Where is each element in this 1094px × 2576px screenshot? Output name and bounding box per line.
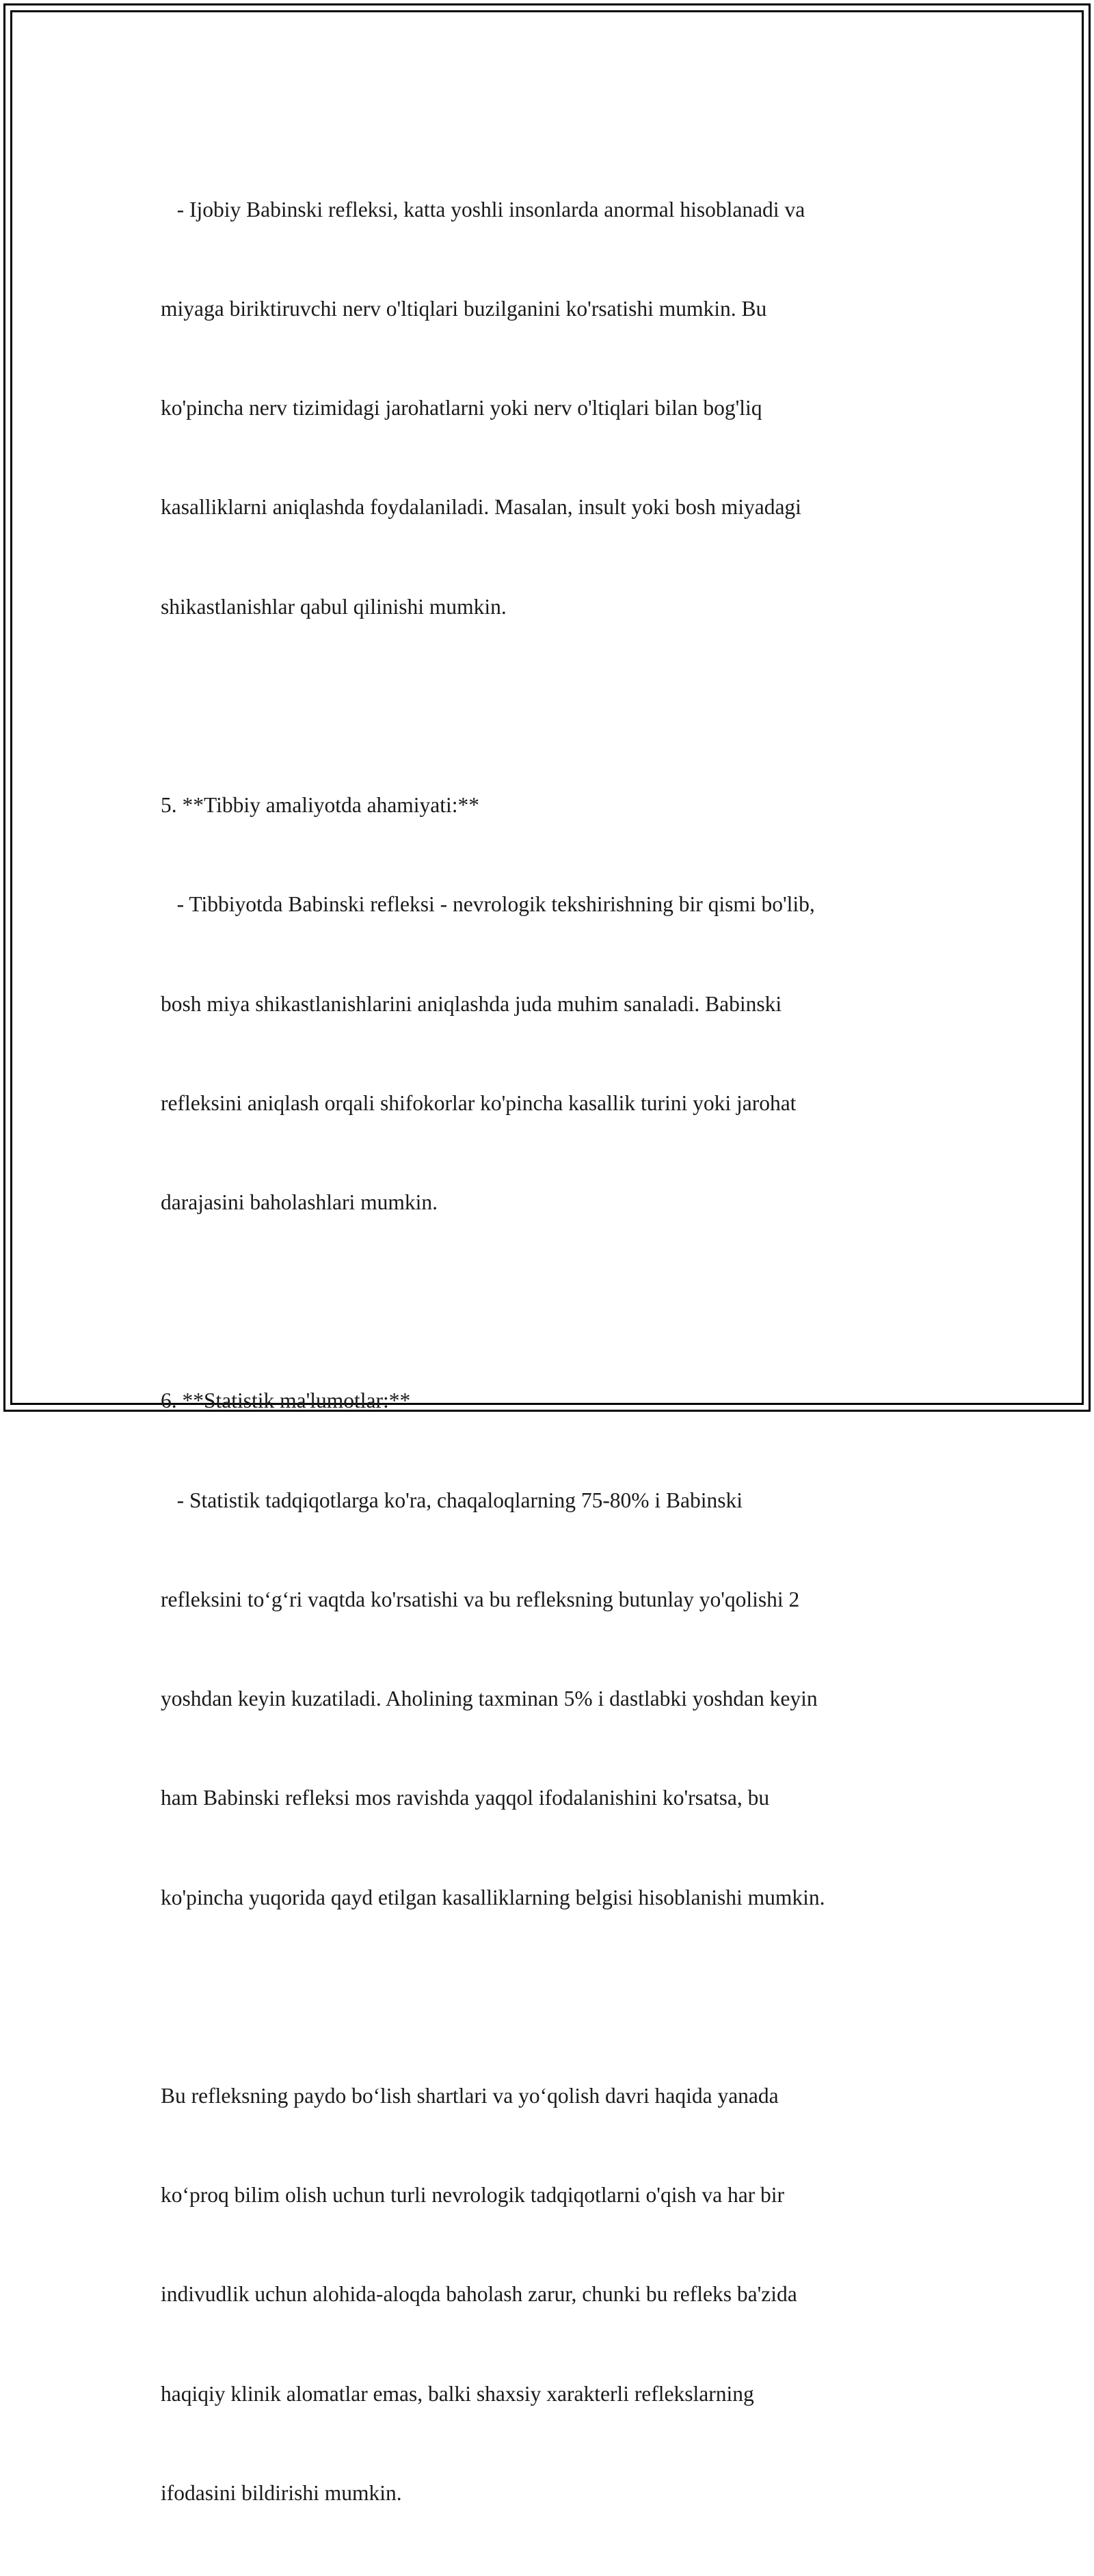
text-line: kasalliklarni aniqlashda foydalaniladi. Masalan, insult yoki bosh miyadagi: [161, 495, 801, 520]
text-line: ko‘proq bilim olish uchun turli nevrologik tadqiqotlarni o'qish va har bir: [161, 2183, 785, 2208]
text-line: refleksini aniqlash orqali shifokorlar ko'pincha kasallik turini yoki jarohat: [161, 1090, 797, 1115]
text-line: - Ijobiy Babinski refleksi, katta yoshli insonlarda anormal hisoblanadi va: [161, 197, 805, 222]
text-line: ko'pincha yuqorida qayd etilgan kasalliklarning belgisi hisoblanishi mumkin.: [161, 1885, 825, 1909]
paragraph-spacer: [161, 1285, 954, 1318]
text-line: shikastlanishlar qabul qilinishi mumkin.: [161, 594, 507, 619]
document-body: [161, 127, 954, 2576]
text-line: refleksini to‘g‘ri vaqtda ko'rsatishi va bu refleksning butunlay yo'qolishi 2: [161, 1587, 800, 1611]
section-heading: 6. **Statistik ma'lumotlar:**: [161, 1388, 411, 1413]
section-heading: 5. **Tibbiy amaliyotda ahamiyati:**: [161, 793, 480, 818]
text-line: haqiqiy klinik alomatlar emas, balki shaxsiy xarakterli reflekslarning: [161, 2381, 754, 2406]
text-line: indivudlik uchun alohida-aloqda baholash zarur, chunki bu refleks ba'zida: [161, 2282, 797, 2307]
text-line: ko'pincha nerv tizimidagi jarohatlarni yoki nerv o'ltiqlari bilan bog'liq: [161, 396, 762, 420]
text-line: ifodasini bildirishi mumkin.: [161, 2480, 402, 2505]
section-5-medical-practice: [161, 723, 954, 1285]
section-6-statistics: [161, 1319, 954, 1981]
paragraph-babinski-positive: [161, 127, 954, 690]
paragraph-conclusion: [161, 2013, 954, 2576]
paragraph-spacer: [161, 690, 954, 723]
text-line: - Statistik tadqiqotlarga ko'ra, chaqaloqlarning 75-80% i Babinski: [161, 1488, 743, 1512]
text-line: - Tibbiyotda Babinski refleksi - nevrologik tekshirishning bir qismi bo'lib,: [161, 892, 815, 917]
text-line: darajasini baholashlari mumkin.: [161, 1190, 438, 1214]
text-line: ham Babinski refleksi mos ravishda yaqqol ifodalanishini ko'rsatsa, bu: [161, 1786, 770, 1810]
text-line: miyaga biriktiruvchi nerv o'ltiqlari buzilganini ko'rsatishi mumkin. Bu: [161, 297, 767, 321]
text-line: bosh miya shikastlanishlarini aniqlashda juda muhim sanaladi. Babinski: [161, 991, 782, 1016]
text-line: yoshdan keyin kuzatiladi. Aholining taxminan 5% i dastlabki yoshdan keyin: [161, 1687, 818, 1711]
paragraph-spacer: [161, 1981, 954, 2013]
text-line: Bu refleksning paydo bo‘lish shartlari va yo‘qolish davri haqida yanada: [161, 2083, 779, 2108]
